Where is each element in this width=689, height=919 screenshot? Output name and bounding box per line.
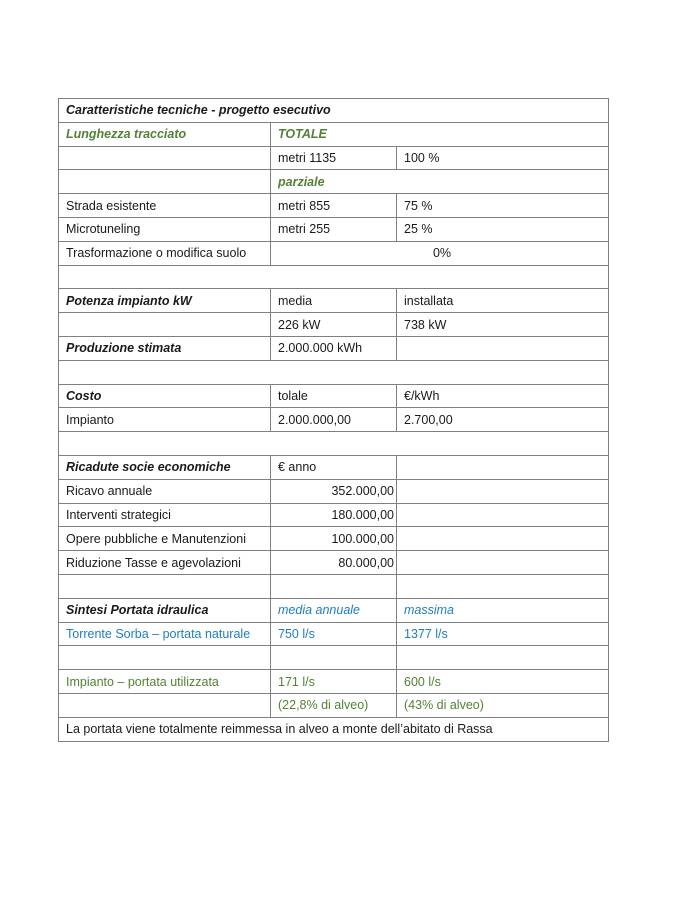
produzione-stimata-value: 2.000.000 kWh bbox=[271, 336, 397, 360]
ricavo-annuale-label: Ricavo annuale bbox=[59, 479, 271, 503]
costo-col-totale: tolale bbox=[271, 384, 397, 408]
table-row bbox=[59, 241, 609, 265]
impianto-portata-massima-pct: (43% di alveo) bbox=[397, 693, 609, 717]
table-row bbox=[59, 384, 609, 408]
sintesi-portata-label: Sintesi Portata idraulica bbox=[59, 598, 271, 622]
table-title: Caratteristiche tecniche - progetto esecutivo bbox=[59, 99, 609, 123]
spacer-row bbox=[59, 265, 609, 289]
trasformazione-label: Trasformazione o modifica suolo bbox=[59, 241, 271, 265]
table-row bbox=[59, 622, 609, 646]
table-row bbox=[59, 646, 609, 670]
portata-col-massima: massima bbox=[397, 598, 609, 622]
empty-cell bbox=[397, 646, 609, 670]
strada-esistente-metri: metri 855 bbox=[271, 194, 397, 218]
totale-metri-value: metri 1135 bbox=[271, 146, 397, 170]
empty-cell bbox=[397, 503, 609, 527]
table-row bbox=[59, 217, 609, 241]
ricadute-col-anno: € anno bbox=[271, 455, 397, 479]
trasformazione-value: 0% bbox=[271, 241, 609, 265]
empty-cell bbox=[271, 646, 397, 670]
table-row bbox=[59, 289, 609, 313]
impianto-portata-label: Impianto – portata utilizzata bbox=[59, 670, 271, 694]
lunghezza-tracciato-label: Lunghezza tracciato bbox=[59, 122, 271, 146]
table-row bbox=[59, 336, 609, 360]
costo-label: Costo bbox=[59, 384, 271, 408]
empty-cell bbox=[59, 574, 271, 598]
impianto-portata-media-pct: (22,8% di alveo) bbox=[271, 693, 397, 717]
strada-esistente-pct: 75 % bbox=[397, 194, 609, 218]
table-row bbox=[59, 455, 609, 479]
microtuneling-label: Microtuneling bbox=[59, 217, 271, 241]
empty-cell bbox=[59, 646, 271, 670]
portata-col-media-annuale: media annuale bbox=[271, 598, 397, 622]
totale-header: TOTALE bbox=[271, 122, 609, 146]
empty-cell bbox=[59, 313, 271, 337]
table-row bbox=[59, 670, 609, 694]
opere-pubbliche-label: Opere pubbliche e Manutenzioni bbox=[59, 527, 271, 551]
totale-pct-value: 100 % bbox=[397, 146, 609, 170]
empty-cell bbox=[397, 336, 609, 360]
potenza-media-value: 226 kW bbox=[271, 313, 397, 337]
table-row bbox=[59, 146, 609, 170]
empty-cell bbox=[397, 551, 609, 575]
table-row bbox=[59, 503, 609, 527]
potenza-col-media: media bbox=[271, 289, 397, 313]
potenza-impianto-label: Potenza impianto kW bbox=[59, 289, 271, 313]
table-row bbox=[59, 717, 609, 741]
costo-impianto-totale: 2.000.000,00 bbox=[271, 408, 397, 432]
interventi-strategici-label: Interventi strategici bbox=[59, 503, 271, 527]
torrente-sorba-label: Torrente Sorba – portata naturale bbox=[59, 622, 271, 646]
riduzione-tasse-label: Riduzione Tasse e agevolazioni bbox=[59, 551, 271, 575]
table-row bbox=[59, 574, 609, 598]
costo-impianto-label: Impianto bbox=[59, 408, 271, 432]
empty-cell bbox=[397, 574, 609, 598]
impianto-portata-media: 171 l/s bbox=[271, 670, 397, 694]
table-row bbox=[59, 598, 609, 622]
empty-cell bbox=[397, 455, 609, 479]
table-row bbox=[59, 408, 609, 432]
impianto-portata-massima: 600 l/s bbox=[397, 670, 609, 694]
ricadute-label: Ricadute socie economiche bbox=[59, 455, 271, 479]
table-row bbox=[59, 99, 609, 123]
table-row bbox=[59, 432, 609, 456]
costo-col-eur-kwh: €/kWh bbox=[397, 384, 609, 408]
table-row bbox=[59, 265, 609, 289]
table-row bbox=[59, 693, 609, 717]
table-row bbox=[59, 360, 609, 384]
empty-cell bbox=[59, 693, 271, 717]
table-row bbox=[59, 170, 609, 194]
interventi-strategici-value: 180.000,00 bbox=[271, 503, 397, 527]
produzione-stimata-label: Produzione stimata bbox=[59, 336, 271, 360]
torrente-sorba-media: 750 l/s bbox=[271, 622, 397, 646]
potenza-col-installata: installata bbox=[397, 289, 609, 313]
spacer-row bbox=[59, 432, 609, 456]
footer-note: La portata viene totalmente reimmessa in alveo a monte dell’abitato di Rassa bbox=[59, 717, 609, 741]
costo-impianto-eur-kwh: 2.700,00 bbox=[397, 408, 609, 432]
potenza-installata-value: 738 kW bbox=[397, 313, 609, 337]
empty-cell bbox=[59, 170, 271, 194]
riduzione-tasse-value: 80.000,00 bbox=[271, 551, 397, 575]
table-row bbox=[59, 551, 609, 575]
parziale-header: parziale bbox=[271, 170, 609, 194]
table-row bbox=[59, 479, 609, 503]
microtuneling-metri: metri 255 bbox=[271, 217, 397, 241]
microtuneling-pct: 25 % bbox=[397, 217, 609, 241]
spacer-row bbox=[59, 360, 609, 384]
table-row bbox=[59, 122, 609, 146]
technical-characteristics-table bbox=[58, 98, 609, 742]
empty-cell bbox=[397, 479, 609, 503]
strada-esistente-label: Strada esistente bbox=[59, 194, 271, 218]
table-row bbox=[59, 527, 609, 551]
table-row bbox=[59, 194, 609, 218]
empty-cell bbox=[271, 574, 397, 598]
empty-cell bbox=[397, 527, 609, 551]
opere-pubbliche-value: 100.000,00 bbox=[271, 527, 397, 551]
torrente-sorba-massima: 1377 l/s bbox=[397, 622, 609, 646]
table-row bbox=[59, 313, 609, 337]
ricavo-annuale-value: 352.000,00 bbox=[271, 479, 397, 503]
empty-cell bbox=[59, 146, 271, 170]
